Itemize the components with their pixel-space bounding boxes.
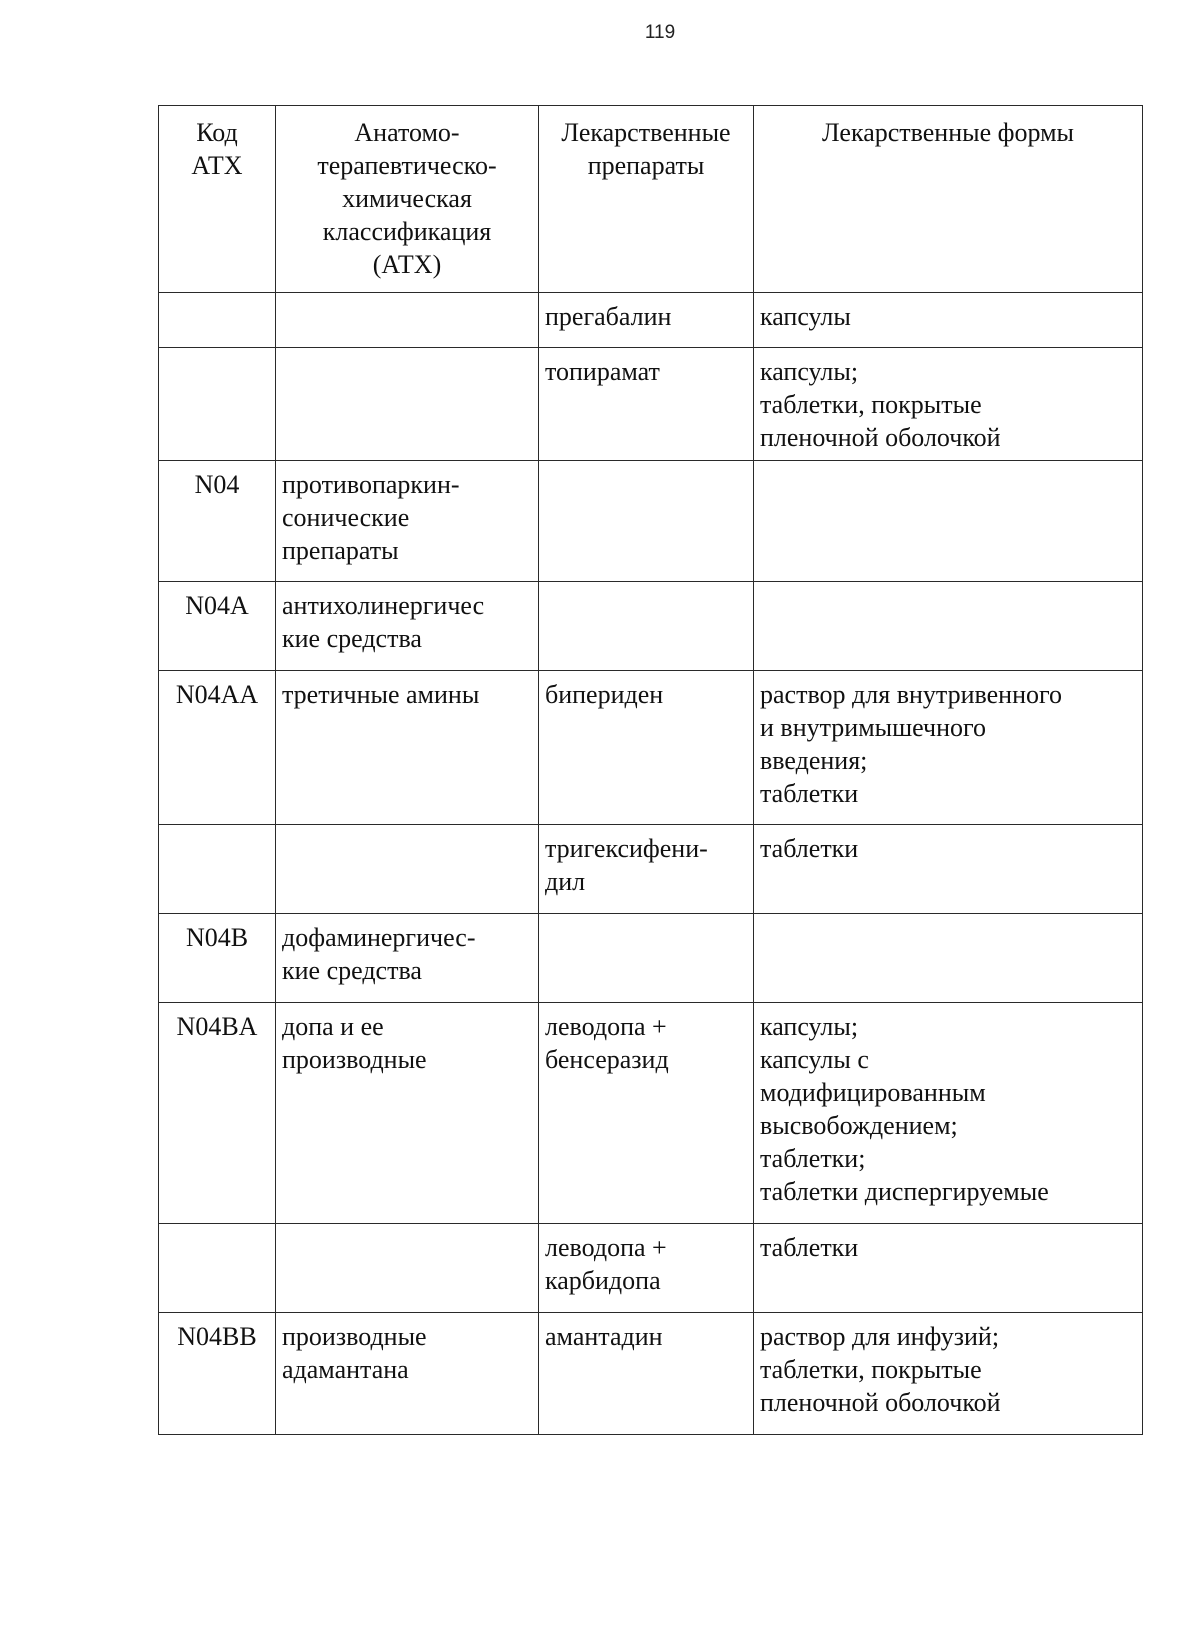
cell-drug: амантадин [539,1313,754,1435]
table-row [159,1224,1143,1313]
cell-forms: раствор для инфузий; таблетки, покрытые пленочной оболочкой [754,1313,1143,1435]
header-classification: Анатомо- терапевтическо- химическая классификация (АТХ) [276,106,539,293]
cell-drug: прегабалин [539,293,754,348]
cell-forms [754,582,1143,671]
table-row [159,914,1143,1003]
cell-forms: капсулы; капсулы с модифицированным высвобождением; таблетки; таблетки диспергируемые [754,1003,1143,1224]
cell-drug: топирамат [539,348,754,461]
cell-forms [754,461,1143,582]
cell-code [159,825,276,914]
cell-drug: бипериден [539,671,754,825]
header-code: Код АТХ [159,106,276,293]
cell-code: N04BB [159,1313,276,1435]
cell-code: N04BA [159,1003,276,1224]
cell-code [159,293,276,348]
atc-drug-table [158,105,1143,1435]
cell-classification [276,825,539,914]
cell-classification: антихолинергичес кие средства [276,582,539,671]
cell-classification: производные адамантана [276,1313,539,1435]
cell-classification: третичные амины [276,671,539,825]
cell-drug [539,582,754,671]
cell-classification: дофаминергичес- кие средства [276,914,539,1003]
cell-classification [276,348,539,461]
cell-code: N04AA [159,671,276,825]
table-row [159,1313,1143,1435]
table-row [159,461,1143,582]
cell-classification [276,1224,539,1313]
cell-forms: таблетки [754,825,1143,914]
table-row [159,825,1143,914]
table-body [159,293,1143,1435]
table-row [159,348,1143,461]
cell-forms: раствор для внутривенного и внутримышечного введения; таблетки [754,671,1143,825]
cell-forms: капсулы; таблетки, покрытые пленочной оболочкой [754,348,1143,461]
cell-drug: леводопа + карбидопа [539,1224,754,1313]
page-number: 119 [644,22,676,43]
cell-code: N04B [159,914,276,1003]
cell-drug: тригексифени- дил [539,825,754,914]
cell-forms: таблетки [754,1224,1143,1313]
table-row [159,1003,1143,1224]
cell-forms [754,914,1143,1003]
header-drugs: Лекарственные препараты [539,106,754,293]
cell-drug [539,914,754,1003]
cell-code: N04 [159,461,276,582]
table-row [159,671,1143,825]
cell-code [159,1224,276,1313]
cell-classification: противопаркин- сонические препараты [276,461,539,582]
header-row [159,106,1143,293]
cell-classification: допа и ее производные [276,1003,539,1224]
cell-forms: капсулы [754,293,1143,348]
cell-drug [539,461,754,582]
header-forms: Лекарственные формы [754,106,1143,293]
cell-classification [276,293,539,348]
cell-code: N04A [159,582,276,671]
table-row [159,582,1143,671]
cell-drug: леводопа + бенсеразид [539,1003,754,1224]
table-row [159,293,1143,348]
table-header [159,106,1143,293]
cell-code [159,348,276,461]
